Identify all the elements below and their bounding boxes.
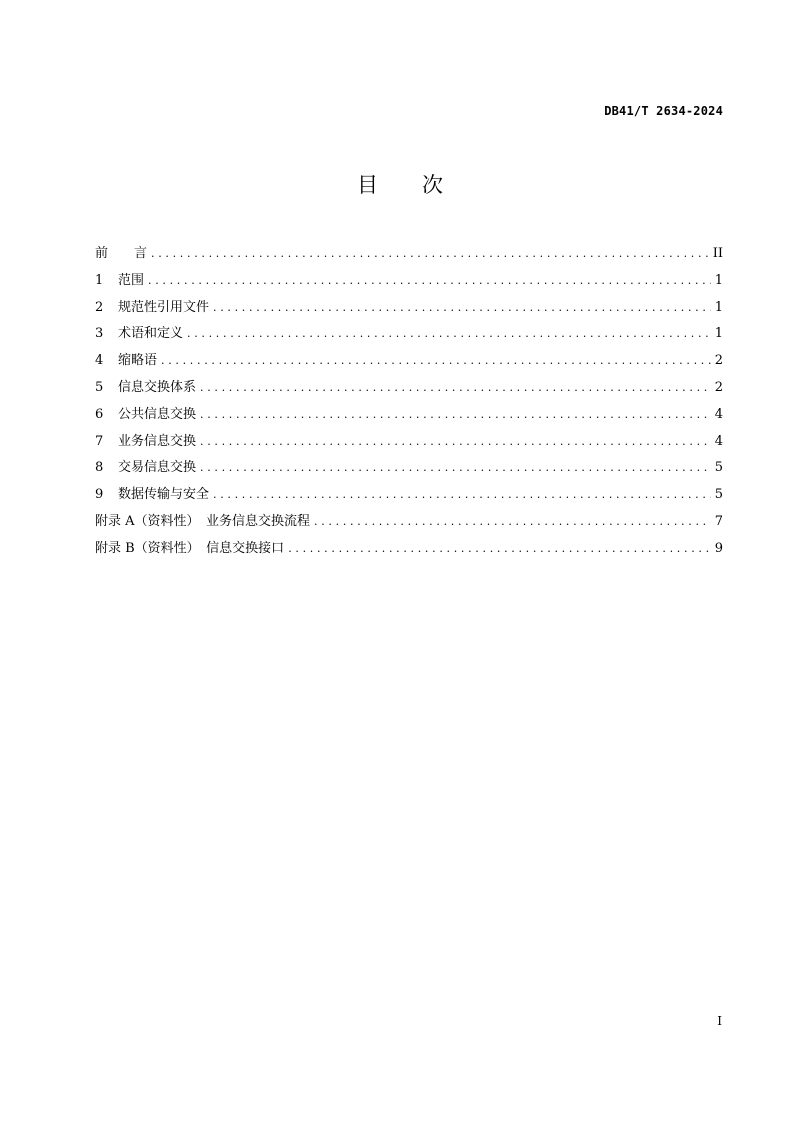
toc-entry-label <box>95 295 209 322</box>
toc-dot-leader <box>213 295 711 322</box>
toc-entry-text: 业务信息交换 <box>118 433 197 449</box>
toc-entry-page: 5 <box>714 487 723 503</box>
toc-entry-number: 4 <box>95 353 104 369</box>
toc-entry-text: 公共信息交换 <box>118 406 197 422</box>
toc-entry-label <box>95 321 183 348</box>
toc-entry-6[interactable] <box>95 402 723 429</box>
toc-entry-label <box>95 375 196 402</box>
toc-entry-text: 缩略语 <box>118 353 158 369</box>
toc-entry-8[interactable] <box>95 455 723 482</box>
toc-entry-label <box>95 348 157 375</box>
toc-entry-page: 1 <box>714 299 723 315</box>
toc-dot-leader <box>288 536 711 563</box>
toc-dot-leader <box>200 455 711 482</box>
toc-dot-leader <box>200 402 711 429</box>
toc-entry-page: 2 <box>714 379 723 395</box>
toc-dot-leader <box>148 268 711 295</box>
toc-entry-label: 附录 B（资料性） 信息交换接口 <box>95 540 285 556</box>
toc-entry-number: 1 <box>95 272 104 288</box>
toc-entry-text: 术语和定义 <box>118 326 184 342</box>
toc-entry-page: 1 <box>714 326 723 342</box>
toc-entry-7[interactable] <box>95 429 723 456</box>
toc-entry-4[interactable] <box>95 348 723 375</box>
toc-entry-number: 3 <box>95 326 104 342</box>
toc-entry-text: 范围 <box>118 272 145 288</box>
toc-dot-leader <box>187 321 711 348</box>
toc-dot-leader <box>161 348 711 375</box>
toc-entry-number: 6 <box>95 406 104 422</box>
toc-dot-leader <box>200 375 711 402</box>
toc-entry-3[interactable] <box>95 321 723 348</box>
toc-entry-label <box>95 268 144 295</box>
toc-entry-number: 7 <box>95 433 104 449</box>
toc-entry-label <box>95 402 196 429</box>
toc-entry-number: 8 <box>95 460 104 476</box>
toc-entry-page: 4 <box>714 433 723 449</box>
toc-dot-leader <box>151 241 709 268</box>
toc-title: 目次 <box>357 173 487 197</box>
toc-entry-text: 信息交换体系 <box>118 379 197 395</box>
toc-entry-1[interactable] <box>95 268 723 295</box>
page-number: I <box>717 1014 722 1028</box>
toc-entry-label <box>95 482 209 509</box>
toc-entry-text: 规范性引用文件 <box>118 299 210 315</box>
toc-entry-appendix-a[interactable] <box>95 509 723 536</box>
toc-list <box>95 241 723 563</box>
toc-entry-label: 前 言 <box>95 246 148 261</box>
toc-entry-page: 1 <box>714 272 723 288</box>
toc-entry-number: 9 <box>95 487 104 503</box>
toc-entry-foreword[interactable] <box>95 241 723 268</box>
toc-entry-page: 4 <box>714 406 723 422</box>
toc-dot-leader <box>200 429 711 456</box>
toc-entry-9[interactable] <box>95 482 723 509</box>
toc-entry-page: 9 <box>714 540 723 556</box>
toc-dot-leader <box>213 482 711 509</box>
toc-entry-page: 5 <box>714 460 723 476</box>
toc-entry-appendix-b[interactable] <box>95 536 723 563</box>
toc-entry-label <box>95 429 196 456</box>
toc-dot-leader <box>314 509 711 536</box>
toc-entry-2[interactable] <box>95 295 723 322</box>
toc-entry-page: II <box>712 246 723 261</box>
toc-entry-5[interactable] <box>95 375 723 402</box>
standard-code: DB41/T 2634-2024 <box>604 104 723 118</box>
toc-entry-number: 2 <box>95 299 104 315</box>
toc-entry-page: 7 <box>714 513 723 529</box>
toc-entry-text: 数据传输与安全 <box>118 487 210 503</box>
toc-entry-page: 2 <box>714 353 723 369</box>
toc-entry-number: 5 <box>95 379 104 395</box>
toc-entry-label: 附录 A（资料性） 业务信息交换流程 <box>95 513 311 529</box>
toc-entry-text: 交易信息交换 <box>118 460 197 476</box>
toc-entry-label <box>95 455 196 482</box>
